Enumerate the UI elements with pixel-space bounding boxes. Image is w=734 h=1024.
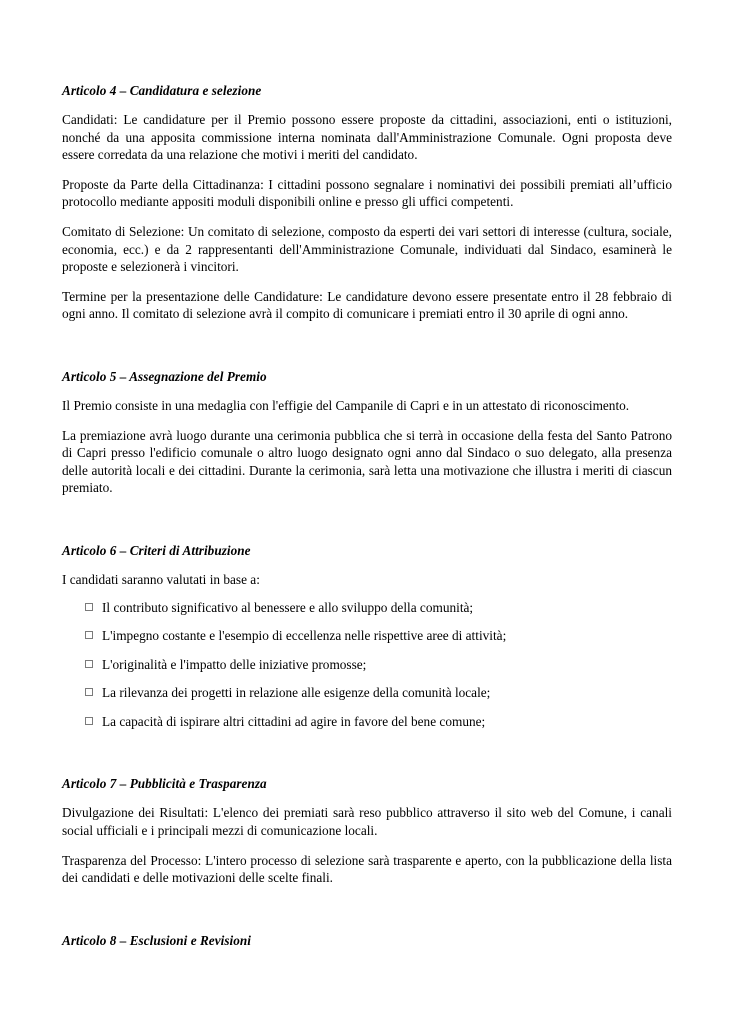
criteria-list-block [62, 599, 672, 731]
list-item-label: Il contributo significativo al benessere e allo sviluppo della comunità; [102, 599, 474, 615]
empty-square-bullet-icon [85, 631, 93, 639]
paragraph: Proposte da Parte della Cittadinanza: I cittadini possono segnalare i nominativi dei possibili premiati all’ufficio protocollo mediante appositi moduli disponibili online e presso gli uffici competenti. [62, 176, 672, 210]
list-item [62, 627, 672, 645]
paragraph: Trasparenza del Processo: L'intero processo di selezione sarà trasparente e aperto, con la pubblicazione della lista dei candidati e delle motivazioni delle scelte finali. [62, 852, 672, 886]
list-item-label: L'originalità e l'impatto delle iniziative promosse; [102, 656, 367, 672]
list-item-label: La capacità di ispirare altri cittadini ad agire in favore del bene comune; [102, 713, 486, 729]
empty-square-bullet-icon [85, 717, 93, 725]
criteria-list [62, 599, 672, 731]
list-item [62, 599, 672, 617]
list-item [62, 713, 672, 731]
paragraph: Divulgazione dei Risultati: L'elenco dei premiati sarà reso pubblico attraverso il sito web del Comune, i canali social ufficiali e i principali mezzi di comunicazione locali. [62, 805, 672, 839]
paragraph: Termine per la presentazione delle Candidature: Le candidature devono essere presentate entro il 28 febbraio di ogni anno. Il comitato di selezione avrà il compito di comunicare i premiati entro il 30 aprile di ogni anno. [62, 288, 672, 322]
section-heading-articolo-7: Articolo 7 – Pubblicità e Trasparenza [62, 776, 267, 792]
paragraph: Candidati: Le candidature per il Premio possono essere proposte da cittadini, associazioni, enti o istituzioni, nonché da una apposita commissione interna nominata dall'Amministrazione Comunale. Ogni proposta deve essere corredata da una relazione che motivi i meriti del candidato. [62, 112, 672, 163]
list-item-label: L'impegno costante e l'esempio di eccellenza nelle rispettive aree di attività; [102, 628, 507, 644]
list-item [62, 684, 672, 702]
paragraph: Il Premio consiste in una medaglia con l'effigie del Campanile di Capri e in un attestato di riconoscimento. [62, 397, 630, 413]
section-heading-articolo-8: Articolo 8 – Esclusioni e Revisioni [62, 932, 251, 948]
list-item [62, 656, 672, 674]
section-heading-articolo-5: Articolo 5 – Assegnazione del Premio [62, 368, 267, 384]
document-body [62, 82, 672, 949]
paragraph: La premiazione avrà luogo durante una cerimonia pubblica che si terrà in occasione della festa del Santo Patrono di Capri presso l'edificio comunale o altro luogo designato ogni anno dal Sindaco o suo delegato, alla presenza delle autorità locali e dei cittadini. Durante la cerimonia, sarà letta una motivazione che illustra i meriti di ciascun premiato. [62, 427, 672, 496]
criteria-lead-in: I candidati saranno valutati in base a: [62, 571, 260, 587]
section-heading-articolo-6: Articolo 6 – Criteri di Attribuzione [62, 542, 251, 558]
empty-square-bullet-icon [85, 660, 93, 668]
list-item-label: La rilevanza dei progetti in relazione alle esigenze della comunità locale; [102, 685, 491, 701]
empty-square-bullet-icon [85, 688, 93, 696]
paragraph: Comitato di Selezione: Un comitato di selezione, composto da esperti dei vari settori di interesse (cultura, sociale, economia, ecc.) e da 2 rappresentanti dell'Amministrazione Comunale, individuati dal Sindaco, esaminerà le proposte e selezionerà i vincitori. [62, 223, 672, 275]
empty-square-bullet-icon [85, 603, 93, 611]
section-heading-articolo-4: Articolo 4 – Candidatura e selezione [62, 83, 262, 98]
